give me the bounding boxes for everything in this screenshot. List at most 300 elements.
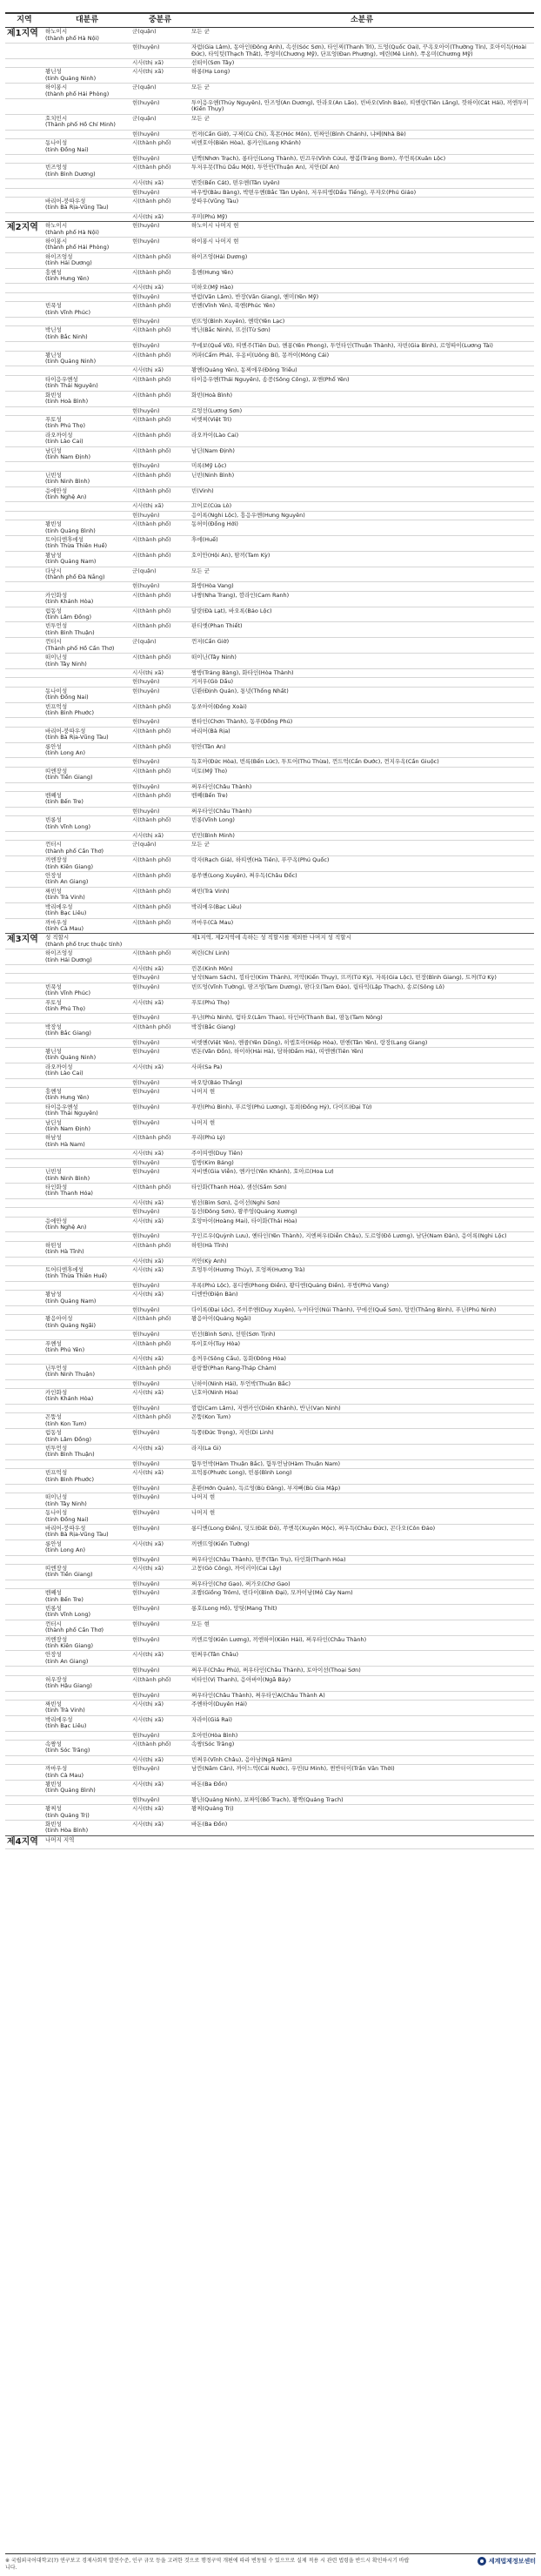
table-row (5, 1232, 534, 1241)
middle-cell: 군(quận) (130, 28, 190, 44)
table-row (5, 1651, 534, 1667)
minor-cell: 달랏(Đà Lạt), 바오록(Bảo Lộc) (190, 607, 534, 622)
middle-cell: 시(thành phố) (130, 1241, 190, 1257)
region-cell (5, 807, 43, 815)
middle-cell: 현(huyện) (130, 1555, 190, 1564)
major-cell (43, 1379, 130, 1388)
table-row (5, 1691, 534, 1700)
minor-cell: 프억롱(Phước Long), 빈롱(Bình Long) (190, 1469, 534, 1485)
middle-cell: 현(huyện) (130, 1731, 190, 1740)
middle-cell: 현(huyện) (130, 1605, 190, 1620)
major-cell: 카인화성 (tỉnh Khánh Hòa) (43, 1389, 130, 1405)
middle-cell: 시사(thị xã) (130, 1755, 190, 1764)
major-cell (43, 964, 130, 973)
region-cell (5, 1404, 43, 1412)
table-row (5, 718, 534, 727)
middle-cell: 현(huyện) (130, 1014, 190, 1023)
table-row (5, 1217, 534, 1232)
minor-cell: 남깐(Năm Căn), 까이느억(Cái Nước), 우민(U Minh), 쩐반터이(Trần Văn Thời) (190, 1765, 534, 1781)
minor-cell: 타이응우옌(Thái Nguyên), 송꽁(Sông Công), 포옌(Phổ Yên) (190, 375, 534, 391)
major-cell: 떠이닌성 (tỉnh Tây Ninh) (43, 1493, 130, 1509)
table-row (5, 792, 534, 808)
middle-cell: 시(thành phố) (130, 816, 190, 832)
major-cell: 하남성 (tỉnh Hà Nam) (43, 1134, 130, 1150)
major-cell: 푸토성 (tỉnh Phú Thọ) (43, 998, 130, 1014)
header-minor: 소분류 (190, 13, 534, 28)
minor-cell: 득쫑(Đức Trọng), 지린(Di Linh) (190, 1429, 534, 1445)
region-cell (5, 1379, 43, 1388)
major-cell: 꽝닌성 (tỉnh Quảng Ninh) (43, 68, 130, 84)
table-row (5, 446, 534, 462)
minor-cell: 주이띠엔(Duy Tiên) (190, 1150, 534, 1158)
major-cell: 나머지 지역 (43, 1835, 130, 1848)
region-cell (5, 1315, 43, 1331)
table-row (5, 974, 534, 983)
header-middle: 중분류 (130, 13, 190, 28)
table-row (5, 391, 534, 406)
minor-cell: 송꺼우(Sông Cầu), 동화(Đông Hòa) (190, 1355, 534, 1364)
minor-cell: 모든 군 (190, 84, 534, 99)
middle-cell: 현(huyện) (130, 582, 190, 591)
major-cell: 흥옌성 (tỉnh Hưng Yên) (43, 268, 130, 284)
minor-cell: 투저우못(Thủ Dầu Một), 투안안(Thuận An), 지안(Dĩ An) (190, 164, 534, 179)
region-cell (5, 99, 43, 115)
region-cell (5, 68, 43, 84)
region-cell (5, 1675, 43, 1691)
minor-cell: 자비엔(Gia Viễn), 옌카인(Yên Khánh), 호아르(Hoa Lư) (190, 1168, 534, 1184)
major-cell (43, 1281, 130, 1290)
minor-cell: 꽝응아이(Quảng Ngãi) (190, 1315, 534, 1331)
header-major: 대분류 (43, 13, 130, 28)
major-cell: 짜빈성 (tỉnh Trà Vinh) (43, 1700, 130, 1715)
region-cell (5, 1281, 43, 1290)
table-row (5, 318, 534, 326)
table-row (5, 59, 534, 68)
minor-cell: 빈롱(Vĩnh Long) (190, 816, 534, 832)
middle-cell: 현(huyện) (130, 462, 190, 471)
region-cell (5, 1183, 43, 1198)
middle-cell: 현(huyện) (130, 1281, 190, 1290)
table-row (5, 252, 534, 268)
table-row (5, 351, 534, 366)
region-cell (5, 1731, 43, 1740)
middle-cell: 시(thành phố) (130, 591, 190, 607)
region-cell (5, 212, 43, 221)
minor-cell: 꾸에보(Quế Võ), 띠엔주(Tiên Du), 옌퐁(Yên Phong), 투언타인(Thuận Thành), 자빈(Gia Bình), 르엉따이(Lương Tài) (190, 342, 534, 351)
middle-cell: 군(quận) (130, 841, 190, 856)
minor-cell: 모든 군 (190, 841, 534, 856)
region-cell (5, 431, 43, 446)
major-cell (43, 502, 130, 511)
region-cell (5, 718, 43, 727)
table-row (5, 68, 534, 84)
major-cell: 닌투언성 (tỉnh Ninh Thuận) (43, 1364, 130, 1379)
major-cell (43, 99, 130, 115)
minor-cell: 빈(Vinh) (190, 486, 534, 502)
table-row (5, 949, 534, 965)
middle-cell: 현(huyện) (130, 782, 190, 791)
region-cell (5, 974, 43, 983)
region-cell (5, 949, 43, 965)
middle-cell: 시(thành phố) (130, 536, 190, 552)
region-cell (5, 511, 43, 520)
region-cell (5, 1605, 43, 1620)
region-cell (5, 1355, 43, 1364)
table-row (5, 326, 534, 342)
middle-cell: 현(huyện) (130, 1635, 190, 1651)
major-cell: 꽝빈성 (tỉnh Quảng Bình) (43, 1780, 130, 1795)
middle-cell: 시(thành phố) (130, 164, 190, 179)
region-cell (5, 1118, 43, 1134)
major-cell: 라오까이성 (tỉnh Lào Cai) (43, 1063, 130, 1078)
table-row (5, 1339, 534, 1355)
major-cell (43, 1667, 130, 1675)
region-cell (5, 1158, 43, 1167)
table-row (5, 1635, 534, 1651)
middle-cell: 시사(thị xã) (130, 212, 190, 221)
table-row (5, 1331, 534, 1339)
minor-cell: 푸닌(Phù Ninh), 럼타오(Lâm Thao), 타인바(Thanh Ba), 땀농(Tam Nông) (190, 1014, 534, 1023)
major-cell: 남딘성 (tỉnh Nam Định) (43, 446, 130, 462)
table-row (5, 702, 534, 718)
region-cell (5, 1265, 43, 1281)
table-row (5, 44, 534, 59)
major-cell: 짜빈성 (tỉnh Trà Vinh) (43, 887, 130, 902)
minor-cell: 비엣찌(Việt Trì) (190, 415, 534, 431)
minor-cell: 짜빈(Trà Vinh) (190, 887, 534, 902)
region-cell (5, 84, 43, 99)
middle-cell: 시(thành phố) (130, 792, 190, 808)
region-cell (5, 1589, 43, 1605)
middle-cell: 시(thành phố) (130, 902, 190, 918)
major-cell: 까마우성 (tỉnh Cà Mau) (43, 918, 130, 934)
table-row (5, 1675, 534, 1691)
table-row (5, 1379, 534, 1388)
major-cell: 빈푹성 (tỉnh Vĩnh Phúc) (43, 983, 130, 998)
region-cell (5, 1444, 43, 1459)
major-cell (43, 292, 130, 301)
middle-cell: 군(quận) (130, 114, 190, 130)
middle-cell: 현(huyện) (130, 1429, 190, 1445)
minor-cell: 번깟(Bến Cát), 떤우옌(Tân Uyên) (190, 179, 534, 188)
minor-cell: 번돈(Vân Đồn), 하이하(Hải Hà), 담하(Đầm Hà), 띠엔옌(Tiên Yên) (190, 1048, 534, 1063)
middle-cell: 현(huyện) (130, 1331, 190, 1339)
major-cell (43, 1484, 130, 1493)
minor-cell: 롱디엔(Long Điền), 덧도(Đất Đỏ), 쑤엔목(Xuyên Mộc), 쩌우득(Châu Đức), 꼰다오(Côn Đảo) (190, 1524, 534, 1540)
minor-cell: 빈옌(Vĩnh Yên), 푹옌(Phúc Yên) (190, 302, 534, 318)
region-cell (5, 998, 43, 1014)
major-cell: 허우장성 (tỉnh Hậu Giang) (43, 1675, 130, 1691)
middle-cell: 현(huyện) (130, 1404, 190, 1412)
minor-cell: 깜럼(Cam Lâm), 지엔카인(Diên Khánh), 반닌(Vạn Ninh) (190, 1404, 534, 1412)
table-row (5, 268, 534, 284)
major-cell: 꽝찌성 (tỉnh Quảng Trị) (43, 1805, 130, 1821)
table-row (5, 222, 534, 238)
major-cell (43, 318, 130, 326)
middle-cell: 현(huyện) (130, 44, 190, 59)
region-cell: 제2지역 (5, 222, 43, 238)
region-cell (5, 816, 43, 832)
table-row (5, 1023, 534, 1038)
region-cell (5, 536, 43, 552)
major-cell (43, 1150, 130, 1158)
major-cell: 껀터시 (Thành phố Hồ Cần Thơ) (43, 638, 130, 654)
major-cell: 타인화성 (tỉnh Thanh Hóa) (43, 1183, 130, 1198)
middle-cell: 시사(thị xã) (130, 1469, 190, 1485)
table-row (5, 1048, 534, 1063)
major-cell (43, 284, 130, 292)
middle-cell: 시(thành phố) (130, 1183, 190, 1198)
minor-cell: 조짬(Giồng Trôm), 빈다이(Bình Đại), 모까이남(Mỏ Cày Nam) (190, 1589, 534, 1605)
region-cell (5, 415, 43, 431)
major-cell: 띠엔장성 (tỉnh Tiền Giang) (43, 1565, 130, 1580)
table-row (5, 983, 534, 998)
region-cell (5, 1331, 43, 1339)
major-cell: 벤째성 (tỉnh Bến Tre) (43, 1589, 130, 1605)
table-row (5, 1158, 534, 1167)
table-row (5, 536, 534, 552)
region-cell: 제3지역 (5, 934, 43, 949)
table-row (5, 1605, 534, 1620)
region-cell (5, 154, 43, 163)
table-row (5, 1620, 534, 1635)
table-row (5, 1795, 534, 1804)
region-cell (5, 1700, 43, 1715)
table-row (5, 292, 534, 301)
table-row (5, 99, 534, 115)
middle-cell: 시(thành phố) (130, 1413, 190, 1429)
table-row (5, 302, 534, 318)
region-cell (5, 1805, 43, 1821)
table-row (5, 934, 534, 949)
major-cell: 빈롱성 (tỉnh Vĩnh Long) (43, 816, 130, 832)
table-row (5, 638, 534, 654)
minor-cell: 미록(Mỹ Lộc) (190, 462, 534, 471)
middle-cell: 시사(thị xã) (130, 1389, 190, 1405)
table-row (5, 1078, 534, 1087)
middle-cell: 현(huyện) (130, 1038, 190, 1047)
major-cell (43, 44, 130, 59)
table-row (5, 188, 534, 197)
table-row (5, 678, 534, 687)
middle-cell: 시사(thị xã) (130, 1565, 190, 1580)
region-cell (5, 1257, 43, 1265)
major-cell (43, 807, 130, 815)
middle-cell: 현(huyện) (130, 974, 190, 983)
major-cell: 푸옌성 (tỉnh Phú Yên) (43, 1339, 130, 1355)
major-cell (43, 1555, 130, 1564)
middle-cell: 시사(thị xã) (130, 964, 190, 973)
major-cell: 하노이시 (thành phố Hà Nội) (43, 28, 130, 44)
major-cell (43, 1038, 130, 1047)
table-row (5, 1208, 534, 1217)
table-row (5, 1014, 534, 1023)
major-cell: 하노이시 (thành phố Hà Nội) (43, 222, 130, 238)
middle-cell: 현(huyện) (130, 1078, 190, 1087)
region-cell (5, 1150, 43, 1158)
region-cell (5, 607, 43, 622)
minor-cell: 낀몬(Kinh Môn) (190, 964, 534, 973)
major-cell: 바리어-붕따우성 (tỉnh Bà Rịa-Vũng Tàu) (43, 727, 130, 742)
table-row (5, 1580, 534, 1588)
middle-cell: 현(huyện) (130, 1118, 190, 1134)
minor-cell: 꽝닌(Quảng Ninh), 보짜익(Bố Trạch), 꽝짝(Quảng Trạch) (190, 1795, 534, 1804)
table-row (5, 1469, 534, 1485)
region-cell (5, 742, 43, 758)
major-cell: 하이퐁시 (thành phố Hải Phòng) (43, 84, 130, 99)
middle-cell: 시(thành phố) (130, 351, 190, 366)
middle-cell: 현(huyện) (130, 1158, 190, 1167)
middle-cell: 현(huyện) (130, 1589, 190, 1605)
major-cell (43, 179, 130, 188)
minor-cell: 푸록(Phú Lộc), 퐁디엔(Phong Điền), 꽝디엔(Quảng Điền), 푸방(Phú Vang) (190, 1281, 534, 1290)
major-cell (43, 974, 130, 983)
table-row (5, 1821, 534, 1836)
middle-cell: 현(huyện) (130, 222, 190, 238)
region-cell (5, 902, 43, 918)
table-row (5, 1150, 534, 1158)
region-cell (5, 591, 43, 607)
middle-cell: 시(thành phố) (130, 1023, 190, 1038)
minor-cell: 투이응우옌(Thủy Nguyên), 안즈엉(An Dương), 안라오(An Lão), 빈바오(Vĩnh Bảo), 띠엔랑(Tiên Lãng), 깟하이(Cát Hải), 끼엔투이(Kiến Thụy) (190, 99, 534, 115)
region-cell (5, 1765, 43, 1781)
middle-cell: 군(quận) (130, 84, 190, 99)
table-row (5, 502, 534, 511)
minor-cell: 제1지역, 제2지역에 속하는 성 직할시를 제외한 나머지 성 직할시 (190, 934, 534, 949)
table-row (5, 1291, 534, 1306)
major-cell (43, 188, 130, 197)
middle-cell: 시사(thị xã) (130, 1265, 190, 1281)
minor-cell: 쩌우타인(Châu Thành) (190, 807, 534, 815)
minor-cell: 자럼(Gia Lâm), 동아인(Đông Anh), 속선(Sóc Sơn), 타인찌(Thanh Trì), 드엉(Quốc Oai), 꾸옥오아이(Thường Tín), 호아이득(Hoài Đức), 타익텃(Thạch Thất), 쭈엉미(Chương Mỹ), 단프엉(Đan Phượng), 메린(Mê Linh), 쭈옹미(Chương Mỹ) (190, 44, 534, 59)
middle-cell: 시사(thị xã) (130, 179, 190, 188)
table-row (5, 164, 534, 179)
minor-cell: 냐짱(Nha Trang), 깜라인(Cam Ranh) (190, 591, 534, 607)
minor-cell: 타인화(Thanh Hóa), 샘선(Sầm Sơn) (190, 1183, 534, 1198)
table-row (5, 139, 534, 155)
region-cell (5, 1740, 43, 1755)
table-row (5, 1459, 534, 1468)
minor-cell: 모든 군 (190, 114, 534, 130)
major-cell (43, 832, 130, 841)
table-row (5, 918, 534, 934)
minor-cell: 빈뜨엉(Vĩnh Tường), 땀즈엉(Tam Dương), 땀다오(Tam Đảo), 립타익(Lập Thạch), 송로(Sông Lô) (190, 983, 534, 998)
middle-cell: 현(huyện) (130, 1524, 190, 1540)
major-cell (43, 1014, 130, 1023)
minor-cell: 판티엣(Phan Thiết) (190, 622, 534, 638)
middle-cell: 시(thành phố) (130, 1364, 190, 1379)
minor-cell: 벤째(Bến Tre) (190, 792, 534, 808)
major-cell: 박닌성 (tỉnh Bắc Ninh) (43, 326, 130, 342)
table-row (5, 197, 534, 212)
middle-cell: 시(thành phố) (130, 918, 190, 934)
region-cell (5, 1063, 43, 1078)
major-cell: 동나이성 (tỉnh Đồng Nai) (43, 687, 130, 702)
minor-cell: 바돈(Ba Đồn) (190, 1780, 534, 1795)
minor-cell: 끄어로(Cửa Lò) (190, 502, 534, 511)
minor-cell: 껀져(Cần Giờ), 구찌(Củ Chi), 혹몬(Hóc Môn), 빈짜인(Bình Chánh), 냐베(Nhà Bè) (190, 130, 534, 138)
region-cell (5, 252, 43, 268)
middle-cell: 시(thành phố) (130, 607, 190, 622)
middle-cell: 시(thành phố) (130, 1675, 190, 1691)
minor-cell: 빈선(Bình Sơn), 선띤(Sơn Tịnh) (190, 1331, 534, 1339)
major-cell: 바리어-붕따우성 (tỉnh Bà Rịa-Vũng Tàu) (43, 1524, 130, 1540)
region-cell (5, 1134, 43, 1150)
table-row (5, 841, 534, 856)
middle-cell: 시(thành phố) (130, 415, 190, 431)
major-cell: 꼰뚬성 (tỉnh Kon Tum) (43, 1413, 130, 1429)
table-row (5, 179, 534, 188)
middle-cell: 시(thành phố) (130, 727, 190, 742)
table-row (5, 1404, 534, 1412)
middle-cell (130, 934, 190, 949)
region-cell (5, 292, 43, 301)
middle-cell: 현(huyện) (130, 406, 190, 415)
minor-cell: 뚜이호아(Tuy Hòa) (190, 1339, 534, 1355)
table-row (5, 431, 534, 446)
minor-cell: 후에(Huế) (190, 536, 534, 552)
middle-cell: 시사(thị xã) (130, 284, 190, 292)
region-cell (5, 1168, 43, 1184)
major-cell: 호치민시 (Thành phố Hồ Chí Minh) (43, 114, 130, 130)
major-cell: 하이즈엉성 (tỉnh Hải Dương) (43, 949, 130, 965)
minor-cell: 속짱(Sóc Trăng) (190, 1740, 534, 1755)
middle-cell: 시(thành phố) (130, 471, 190, 486)
major-cell: 하띤성 (tỉnh Hà Tĩnh) (43, 1241, 130, 1257)
middle-cell: 현(huyện) (130, 1620, 190, 1635)
major-cell (43, 406, 130, 415)
minor-cell: 흐엉투이(Hương Thủy), 흐엉짜(Hương Trà) (190, 1265, 534, 1281)
middle-cell: 군(quận) (130, 638, 190, 654)
minor-cell: 바돈(Ba Đồn) (190, 1821, 534, 1836)
major-cell: 빈푹성 (tỉnh Vĩnh Phúc) (43, 302, 130, 318)
middle-cell: 현(huyện) (130, 758, 190, 767)
table-row (5, 212, 534, 221)
major-cell: 빈롱성 (tỉnh Vĩnh Long) (43, 1605, 130, 1620)
globe-icon (478, 2557, 486, 2566)
major-cell: 끼엔장성 (tỉnh Kiên Giang) (43, 856, 130, 872)
major-cell: 빈프억성 (tỉnh Bình Phước) (43, 1469, 130, 1485)
table-row (5, 84, 534, 99)
minor-cell: 바리어(Bà Rịa) (190, 727, 534, 742)
region-cell (5, 406, 43, 415)
middle-cell: 시(thành phố) (130, 268, 190, 284)
region-cell (5, 1459, 43, 1468)
middle-cell: 시(thành phố) (130, 520, 190, 536)
region-cell (5, 486, 43, 502)
major-cell (43, 59, 130, 68)
major-cell: 박장성 (tỉnh Bắc Giang) (43, 1023, 130, 1038)
region-cell (5, 197, 43, 212)
middle-cell: 시(thành phố) (130, 252, 190, 268)
minor-cell: 빔선(Bỉm Sơn), 응이선(Nghi Sơn) (190, 1198, 534, 1207)
middle-cell: 현(huyện) (130, 511, 190, 520)
region-cell (5, 318, 43, 326)
region-cell (5, 1821, 43, 1836)
major-cell: 성 직할시 (thành phố trực thuộc tỉnh) (43, 934, 130, 949)
table-row (5, 1765, 534, 1781)
major-cell (43, 212, 130, 221)
minor-cell: 화빈(Hoà Bình) (190, 391, 534, 406)
middle-cell: 시사(thị xã) (130, 1198, 190, 1207)
region-cell (5, 1509, 43, 1525)
region-cell (5, 179, 43, 188)
middle-cell: 현(huyện) (130, 1306, 190, 1315)
region-cell (5, 1306, 43, 1315)
minor-cell: 사파(Sa Pa) (190, 1063, 534, 1078)
region-cell (5, 1389, 43, 1405)
table-row (5, 1183, 534, 1198)
